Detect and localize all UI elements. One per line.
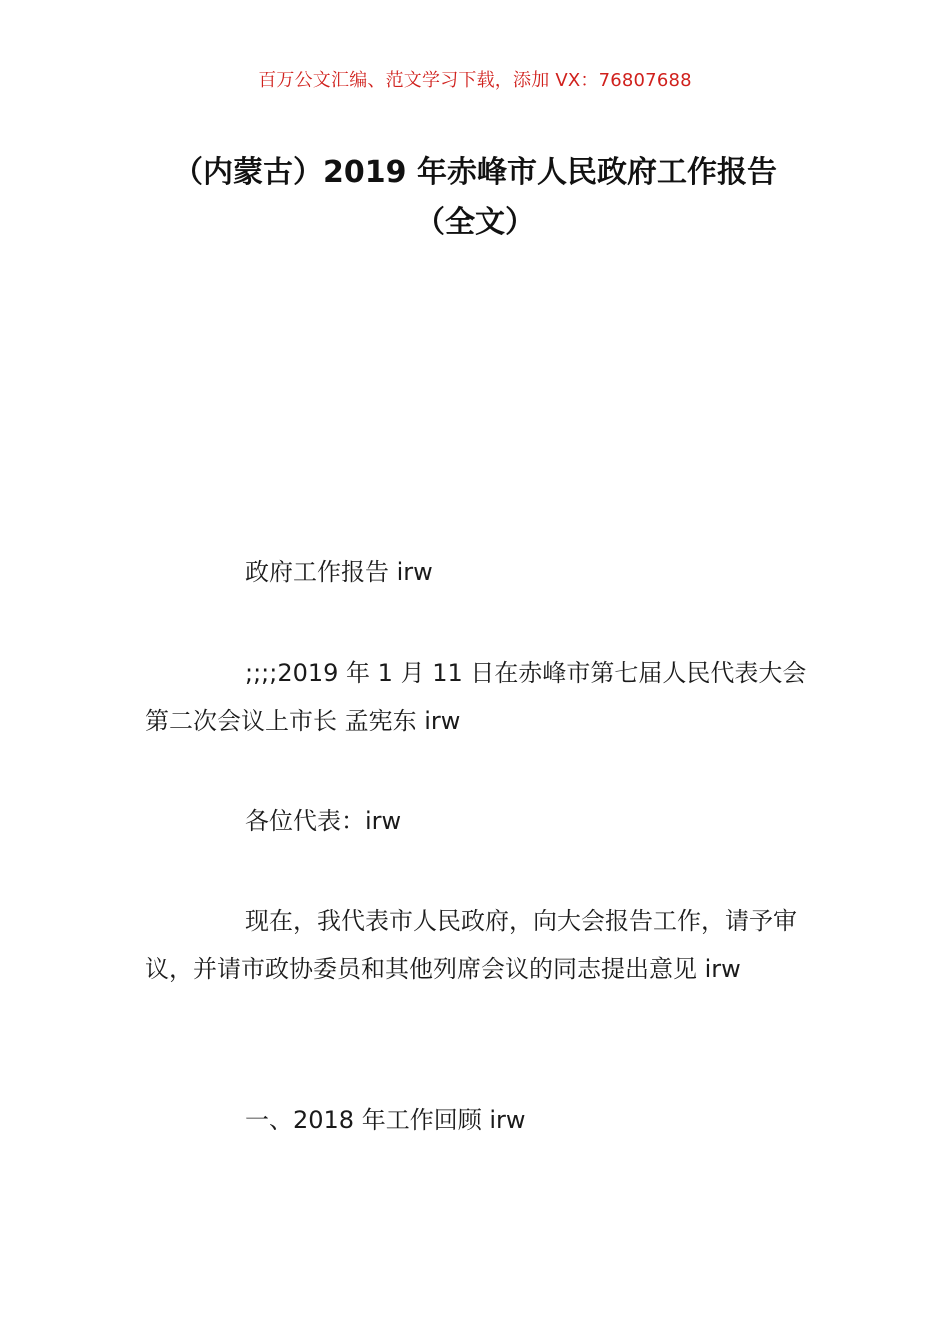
- document-title: （内蒙古）2019 年赤峰市人民政府工作报告（全文）: [173, 155, 777, 240]
- paragraph-intro: 现在，我代表市人民政府，向大会报告工作，请予审议，并请市政协委员和其他列席会议的同志提出意见 irw: [145, 907, 797, 983]
- paragraph-report-heading: 政府工作报告 irw: [245, 558, 433, 586]
- header-promo-note: 百万公文汇编、范文学习下载，添加 VX：76807688: [258, 70, 692, 91]
- paragraph-meeting-info: ;;;;2019 年 1 月 11 日在赤峰市第七届人民代表大会第二次会议上市长 孟宪东 irw: [145, 659, 807, 735]
- paragraph-salutation: 各位代表：irw: [245, 807, 402, 835]
- paragraph-section-heading: 一、2018 年工作回顾 irw: [245, 1106, 526, 1134]
